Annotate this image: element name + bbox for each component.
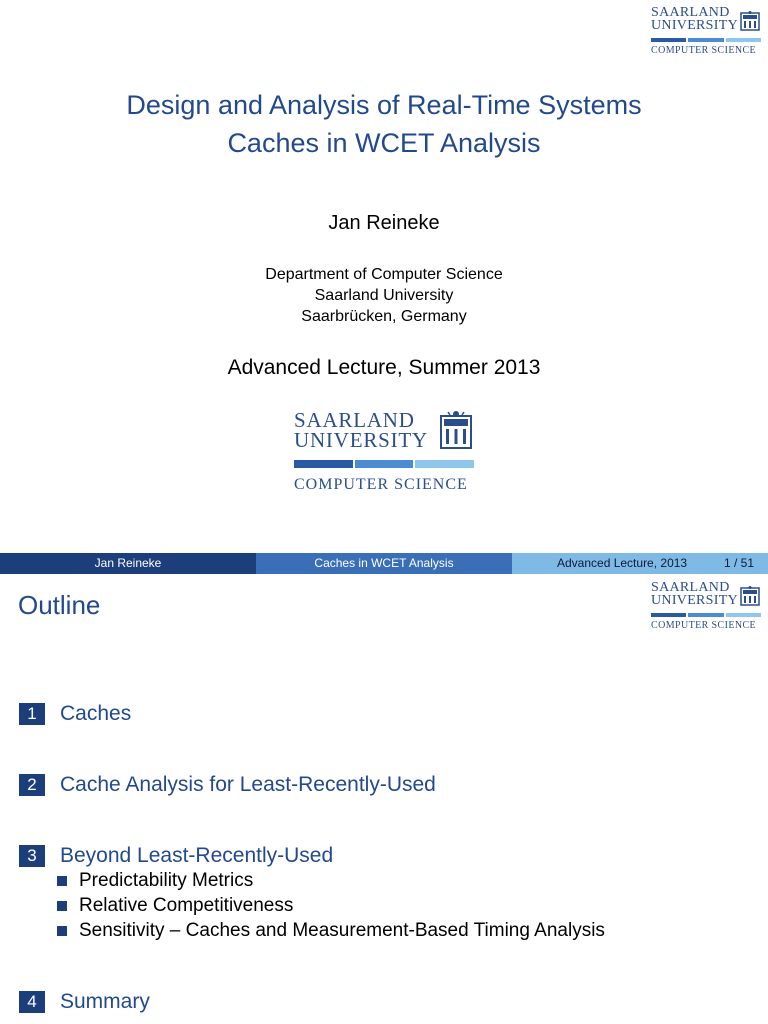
outline-item-label: Cache Analysis for Least-Recently-Used [60, 773, 436, 796]
logo-word-university: UNIVERSITY [651, 18, 738, 33]
outline-item-caches[interactable] [19, 702, 131, 726]
saarland-logo-small [651, 581, 763, 631]
outline-item-label: Beyond Least-Recently-Used [60, 844, 334, 867]
footer-right [512, 553, 768, 574]
outline-item-number: 2 [19, 774, 45, 796]
outline-item-label: Summary [60, 990, 150, 1013]
logo-subtitle: COMPUTER SCIENCE [651, 45, 757, 56]
frame-title: Outline [18, 590, 101, 620]
saarland-logo-large [294, 408, 476, 498]
outline-slide [0, 578, 768, 1024]
bullet-square-icon [57, 901, 67, 911]
outline-subitem-label: Relative Competitiveness [79, 895, 294, 916]
outline-item-label: Caches [60, 702, 132, 725]
logo-subtitle: COMPUTER SCIENCE [294, 476, 468, 493]
logo-subtitle: COMPUTER SCIENCE [651, 620, 757, 631]
bullet-square-icon [57, 926, 67, 936]
footer-author: Jan Reineke [0, 553, 256, 574]
institute [0, 264, 768, 327]
logo-color-bars [294, 460, 474, 468]
footer-title: Caches in WCET Analysis [256, 553, 512, 574]
outline-item-lru-analysis[interactable] [19, 773, 436, 797]
outline-item-summary[interactable] [19, 990, 150, 1014]
outline-item-beyond-lru[interactable] [19, 844, 333, 868]
logo-word-saarland: SAARLAND [651, 580, 730, 595]
title-line-1: Design and Analysis of Real-Time Systems [126, 90, 642, 120]
presentation-date: Advanced Lecture, Summer 2013 [227, 356, 541, 379]
outline-subitem-label: Sensitivity – Caches and Measurement-Based Timing Analysis [79, 920, 605, 941]
logo-word-saarland: SAARLAND [294, 408, 415, 432]
author-name: Jan Reineke [328, 212, 440, 234]
footer-date: Advanced Lecture, 2013 [557, 556, 688, 570]
saarland-logo-small [651, 6, 763, 56]
institute-line-2: Saarland University [314, 287, 454, 304]
institute-line-3: Saarbrücken, Germany [301, 308, 467, 325]
logo-word-university: UNIVERSITY [294, 428, 428, 452]
outline-item-number: 4 [19, 991, 45, 1013]
logo-color-bars [651, 613, 761, 617]
logo-color-bars [651, 38, 761, 42]
logo-word-university: UNIVERSITY [651, 593, 738, 608]
bullet-square-icon [57, 876, 67, 886]
outline-subitem-predictability[interactable] [57, 870, 253, 892]
footer-page-number: 1 / 51 [723, 556, 754, 570]
logo-word-saarland: SAARLAND [651, 5, 730, 20]
slide-footer [0, 553, 768, 574]
title-line-2: Caches in WCET Analysis [227, 128, 541, 158]
university-crest-icon [739, 10, 761, 32]
outline-subitem-label: Predictability Metrics [79, 870, 254, 891]
university-crest-icon [739, 585, 761, 607]
outline-subitem-sensitivity[interactable] [57, 920, 605, 942]
institute-line-1: Department of Computer Science [265, 266, 503, 283]
university-crest-icon [438, 410, 474, 450]
presentation-title [0, 86, 768, 162]
outline-item-number: 3 [19, 845, 45, 867]
outline-subitem-competitiveness[interactable] [57, 895, 293, 917]
outline-item-number: 1 [19, 703, 45, 725]
